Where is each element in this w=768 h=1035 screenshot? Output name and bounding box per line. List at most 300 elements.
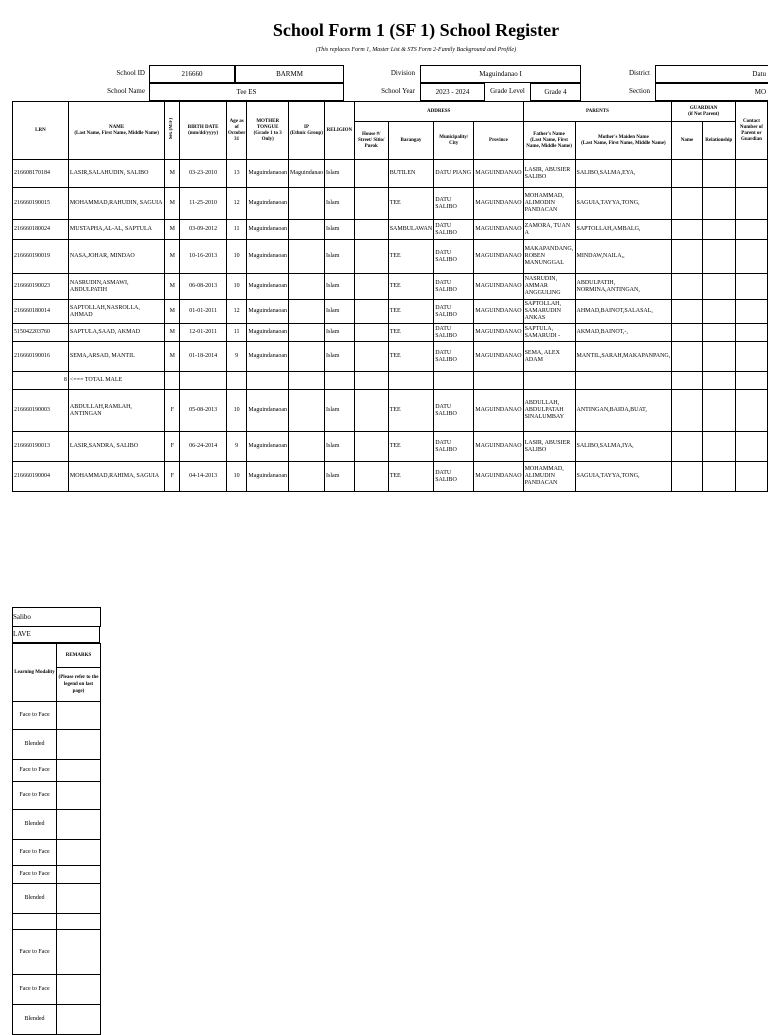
student-row xyxy=(13,220,768,240)
cell-barangay: TEE xyxy=(388,324,434,342)
mother-tongue-sub: (Grade 1 to 3 Only) xyxy=(253,130,282,142)
student-row xyxy=(13,432,768,462)
modality-cell: Face to Face xyxy=(13,760,57,782)
guardian-title: GUARDIAN xyxy=(689,105,718,111)
house-header: House #/ Street/ Sitio/ Purok xyxy=(354,122,388,160)
cell-municipality: DATU SALIBO xyxy=(434,188,474,220)
modality-row xyxy=(13,930,101,975)
cell-house xyxy=(354,342,388,372)
cell-father: MOHAMMAD, ALIMODIN PANDACAN xyxy=(523,188,575,220)
cell-lrn: 216660190016 xyxy=(13,342,69,372)
cell-empty xyxy=(702,160,735,188)
religion-header: RELIGION xyxy=(325,102,355,160)
form-subtitle: (This replaces Form 1, Master List & STS Form 2-Family Background and Profile) xyxy=(315,47,517,53)
cell-barangay: TEE xyxy=(388,462,434,492)
cell-municipality: DATU SALIBO xyxy=(434,220,474,240)
cell-empty xyxy=(672,220,702,240)
division-field[interactable]: Maguindanao I xyxy=(420,65,581,83)
cell-province: MAGUINDANAO xyxy=(474,220,523,240)
student-row xyxy=(13,390,768,432)
cell-sex: M xyxy=(165,240,180,274)
mother-sub: (Last Name, First Name, Middle Name) xyxy=(581,140,666,146)
cell-mother: MANTIL,SARAH,MAKAPANPANG, xyxy=(575,342,672,372)
modality-cell: Face to Face xyxy=(13,975,57,1005)
remarks-cell xyxy=(57,1005,101,1035)
cell-mother: SAGUIA,TAYYA,TONG, xyxy=(575,462,672,492)
modality-rows xyxy=(13,702,101,1035)
cell-sex: F xyxy=(165,432,180,462)
cell-name: LASIR,SALAHUDIN, SALIBO xyxy=(68,160,164,188)
cell-father: ABDULLAH, ABDULPATAH SINALUMBAY xyxy=(523,390,575,432)
cell-house xyxy=(354,160,388,188)
contact-header: Contact Number of Parent or Guardian xyxy=(735,102,767,160)
cell-birth: 01-01-2011 xyxy=(180,300,227,324)
name-header-sub: (Last Name, First Name, Middle Name) xyxy=(74,130,159,136)
mother-title: Mother's Maiden Name xyxy=(597,134,649,140)
female-rows xyxy=(13,390,768,492)
cell-name: SAPTULA,SAAD, AKMAD xyxy=(68,324,164,342)
cell-barangay: TEE xyxy=(388,342,434,372)
cell-house xyxy=(354,300,388,324)
guardian-header xyxy=(672,102,736,122)
remarks-cell xyxy=(57,782,101,810)
cell-birth: 04-14-2013 xyxy=(180,462,227,492)
name-header xyxy=(68,102,164,160)
cell-father: SEMA, ALEX ADAM xyxy=(523,342,575,372)
lrn-header: LRN xyxy=(13,102,69,160)
cell-tongue: Maguindanaoan xyxy=(247,462,289,492)
cell-barangay: TEE xyxy=(388,432,434,462)
cell-empty xyxy=(702,240,735,274)
father-header xyxy=(523,122,575,160)
grade-level-label: Grade Level xyxy=(490,87,525,95)
cell-province: MAGUINDANAO xyxy=(474,324,523,342)
cell-barangay: TEE xyxy=(388,300,434,324)
cell-empty xyxy=(702,300,735,324)
section-label: Section xyxy=(629,87,650,95)
cell-tongue: Maguindanaoan xyxy=(247,390,289,432)
cell-empty xyxy=(672,390,702,432)
remarks-cell xyxy=(57,975,101,1005)
modality-row xyxy=(13,975,101,1005)
cell-tongue: Maguindanaoan xyxy=(247,240,289,274)
cell-house xyxy=(354,274,388,300)
cell-house xyxy=(354,324,388,342)
cell-religion: Islam xyxy=(325,342,355,372)
student-row xyxy=(13,240,768,274)
cell-province: MAGUINDANAO xyxy=(474,462,523,492)
cell-religion: Islam xyxy=(325,432,355,462)
cell-barangay: TEE xyxy=(388,390,434,432)
cell-mother: SAGUIA,TAYYA,TONG, xyxy=(575,188,672,220)
remarks-cell xyxy=(57,866,101,884)
cell-name: NASRUDIN,ASMAWI, ABDULPATIH xyxy=(68,274,164,300)
cell-ip xyxy=(289,274,325,300)
modality-cell: Blended xyxy=(13,810,57,840)
cell-empty xyxy=(672,462,702,492)
cell-birth: 06-08-2013 xyxy=(180,274,227,300)
age-header: Age as of October 31 xyxy=(226,102,246,160)
modality-row xyxy=(13,760,101,782)
cell-name: MUSTAPHA,AL-AL, SAPTULA xyxy=(68,220,164,240)
remarks-cell xyxy=(57,840,101,866)
cell-tongue: Maguindanaoan xyxy=(247,342,289,372)
cell-birth: 03-09-2012 xyxy=(180,220,227,240)
cell-age: 13 xyxy=(226,160,246,188)
cell-empty xyxy=(735,220,767,240)
cell-empty xyxy=(702,188,735,220)
cell-lrn: 216660190023 xyxy=(13,274,69,300)
cell-age: 9 xyxy=(226,342,246,372)
cell-religion: Islam xyxy=(325,462,355,492)
learning-modality-header: Learning Modality xyxy=(13,644,57,702)
province-header: Province xyxy=(474,122,523,160)
cell-religion: Islam xyxy=(325,324,355,342)
mother-header xyxy=(575,122,672,160)
cell-age: 12 xyxy=(226,188,246,220)
cell-name: SEMA,ARSAD, MANTIL xyxy=(68,342,164,372)
cell-municipality: DATU SALIBO xyxy=(434,300,474,324)
guardian-name-header: Name xyxy=(672,122,702,160)
cell-province: MAGUINDANAO xyxy=(474,432,523,462)
cell-empty xyxy=(702,432,735,462)
cell-empty xyxy=(672,188,702,220)
cell-sex: M xyxy=(165,220,180,240)
cell-sex: F xyxy=(165,462,180,492)
relationship-header: Relationship xyxy=(702,122,735,160)
cell-lrn: 216608170184 xyxy=(13,160,69,188)
birth-date-title: BIRTH DATE xyxy=(187,124,219,130)
ip-title: IP xyxy=(304,124,310,130)
total-male-label: <=== TOTAL MALE xyxy=(68,372,164,390)
cell-province: MAGUINDANAO xyxy=(474,240,523,274)
student-row xyxy=(13,160,768,188)
cell-religion: Islam xyxy=(325,390,355,432)
cell-municipality: DATU PIANG xyxy=(434,160,474,188)
cell-empty xyxy=(672,432,702,462)
cell-tongue: Maguindanaoan xyxy=(247,188,289,220)
cell-ip xyxy=(289,300,325,324)
modality-row xyxy=(13,810,101,840)
sex-header-text: Sex (M/F) xyxy=(169,118,175,140)
birth-date-sub: (mm/dd/yyyy) xyxy=(188,130,219,136)
cell-sex: M xyxy=(165,342,180,372)
cell-birth: 05-08-2013 xyxy=(180,390,227,432)
total-male-count: 8 xyxy=(13,372,69,390)
cell-name: MOHAMMAD,RAHUDIN, SAGUIA xyxy=(68,188,164,220)
school-year-field[interactable]: 2023 - 2024 xyxy=(420,83,485,101)
cell-sex: M xyxy=(165,300,180,324)
modality-table xyxy=(12,643,101,1035)
ip-header xyxy=(289,102,325,160)
cell-father: ZAMORA, TUAN A xyxy=(523,220,575,240)
page2-top-cell-1: Salibo xyxy=(12,607,101,627)
modality-row xyxy=(13,702,101,730)
cell-province: MAGUINDANAO xyxy=(474,390,523,432)
cell-mother: ANTINGAN,BAIDA,BUAT, xyxy=(575,390,672,432)
cell-empty xyxy=(735,342,767,372)
cell-mother: AKMAD,BAINOT,-, xyxy=(575,324,672,342)
cell-municipality: DATU SALIBO xyxy=(434,324,474,342)
region-field[interactable]: BARMM xyxy=(235,65,344,83)
cell-empty xyxy=(672,160,702,188)
cell-name: LASIR,SANDRA, SALIBO xyxy=(68,432,164,462)
cell-age: 9 xyxy=(226,432,246,462)
cell-empty xyxy=(702,462,735,492)
cell-municipality: DATU SALIBO xyxy=(434,240,474,274)
remarks-cell xyxy=(57,760,101,782)
cell-tongue: Maguindanaoan xyxy=(247,432,289,462)
school-info-header xyxy=(0,65,768,101)
father-sub: (Last Name, First Name, Middle Name) xyxy=(526,137,572,149)
modality-cell: Blended xyxy=(13,884,57,914)
cell-lrn: 216660190003 xyxy=(13,390,69,432)
cell-municipality: DATU SALIBO xyxy=(434,274,474,300)
student-row xyxy=(13,342,768,372)
cell-empty xyxy=(735,274,767,300)
cell-municipality: DATU SALIBO xyxy=(434,342,474,372)
school-id-label: School ID xyxy=(116,69,145,77)
cell-empty xyxy=(735,188,767,220)
remarks-cell xyxy=(57,914,101,930)
cell-empty xyxy=(672,300,702,324)
cell-sex: F xyxy=(165,390,180,432)
modality-cell: Blended xyxy=(13,1005,57,1035)
cell-mother: SAPTOLLAH,AMBALG, xyxy=(575,220,672,240)
cell-mother: SALIBO,SALMA,EYA, xyxy=(575,160,672,188)
student-row xyxy=(13,300,768,324)
modality-cell: Face to Face xyxy=(13,930,57,975)
remarks-cell xyxy=(57,730,101,760)
remarks-cell xyxy=(57,810,101,840)
cell-father: SAPTOLLAH, SAMARUDIN ANKAS xyxy=(523,300,575,324)
cell-empty xyxy=(735,324,767,342)
cell-province: MAGUINDANAO xyxy=(474,300,523,324)
cell-house xyxy=(354,240,388,274)
page-2-fragment xyxy=(12,607,101,627)
barangay-header: Barangay xyxy=(388,122,434,160)
cell-lrn: 216660180014 xyxy=(13,300,69,324)
cell-name: NASA,JOHAR, MINDAO xyxy=(68,240,164,274)
cell-empty xyxy=(702,390,735,432)
student-row xyxy=(13,188,768,220)
modality-row xyxy=(13,782,101,810)
cell-age: 11 xyxy=(226,324,246,342)
address-header: ADDRESS xyxy=(354,102,523,122)
modality-cell: Face to Face xyxy=(13,866,57,884)
modality-row xyxy=(13,884,101,914)
page2-top-cell-2: LAVE xyxy=(12,626,100,643)
modality-cell: Blended xyxy=(13,730,57,760)
cell-barangay: TEE xyxy=(388,274,434,300)
cell-empty xyxy=(702,274,735,300)
cell-ip: Maguindanao xyxy=(289,160,325,188)
cell-mother: SALIBO,SALMA,IYA, xyxy=(575,432,672,462)
division-label: Division xyxy=(390,69,415,77)
district-label: District xyxy=(629,69,650,77)
mother-tongue-header xyxy=(247,102,289,160)
cell-name: SAPTOLLAH,NASROLLA, AHMAD xyxy=(68,300,164,324)
remarks-sub-header: (Please refer to the legend on last page) xyxy=(57,668,101,702)
cell-father: LASIR, ABUSIER SALIBO xyxy=(523,160,575,188)
cell-lrn: 216660190019 xyxy=(13,240,69,274)
cell-municipality: DATU SALIBO xyxy=(434,432,474,462)
cell-empty xyxy=(735,160,767,188)
cell-religion: Islam xyxy=(325,274,355,300)
total-male-section xyxy=(13,372,768,390)
cell-ip xyxy=(289,432,325,462)
cell-father: SAPTULA, SAMARUDI - xyxy=(523,324,575,342)
cell-sex: M xyxy=(165,188,180,220)
cell-tongue: Maguindanaoan xyxy=(247,274,289,300)
cell-empty xyxy=(702,342,735,372)
school-name-label: School Name xyxy=(107,87,145,95)
cell-barangay: TEE xyxy=(388,188,434,220)
cell-tongue: Maguindanaoan xyxy=(247,160,289,188)
cell-barangay: TEE xyxy=(388,240,434,274)
cell-age: 11 xyxy=(226,220,246,240)
father-title: Father's Name xyxy=(533,131,565,137)
grade-level-field[interactable]: Grade 4 xyxy=(530,83,581,101)
cell-father: MOHAMMAD, ALIMUDIN PANDACAN xyxy=(523,462,575,492)
cell-name: MOHAMMAD,RAHIMA, SAGUIA xyxy=(68,462,164,492)
cell-age: 10 xyxy=(226,240,246,274)
cell-father: NASRUDIN, AMMAR ANGGULING xyxy=(523,274,575,300)
school-register-table xyxy=(12,101,768,492)
cell-sex: M xyxy=(165,160,180,188)
cell-age: 10 xyxy=(226,274,246,300)
cell-name: ABDULLAH,RAMLAH, ANTINGAN xyxy=(68,390,164,432)
cell-mother: MINDAW,NAILA,, xyxy=(575,240,672,274)
cell-province: MAGUINDANAO xyxy=(474,188,523,220)
modality-cell xyxy=(13,914,57,930)
remarks-header: REMARKS xyxy=(57,644,101,668)
school-name-field[interactable]: Tee ES xyxy=(149,83,344,101)
municipality-header: Municipality/ City xyxy=(434,122,474,160)
cell-ip xyxy=(289,342,325,372)
male-rows xyxy=(13,160,768,372)
cell-house xyxy=(354,390,388,432)
modality-row xyxy=(13,1005,101,1035)
cell-ip xyxy=(289,390,325,432)
cell-birth: 10-16-2013 xyxy=(180,240,227,274)
mother-tongue-title: MOTHER TONGUE xyxy=(256,118,280,130)
guardian-sub: (if Not Parent) xyxy=(688,111,720,117)
cell-municipality: DATU SALIBO xyxy=(434,462,474,492)
sex-header xyxy=(165,102,180,160)
cell-municipality: DATU SALIBO xyxy=(434,390,474,432)
remarks-cell xyxy=(57,884,101,914)
student-row xyxy=(13,462,768,492)
cell-house xyxy=(354,462,388,492)
cell-tongue: Maguindanaoan xyxy=(247,324,289,342)
form-title: School Form 1 (SF 1) School Register xyxy=(272,20,560,40)
cell-religion: Islam xyxy=(325,240,355,274)
cell-ip xyxy=(289,188,325,220)
cell-religion: Islam xyxy=(325,300,355,324)
school-id-field[interactable]: 216660 xyxy=(149,65,235,83)
cell-lrn: 515042203760 xyxy=(13,324,69,342)
cell-empty xyxy=(735,240,767,274)
cell-empty xyxy=(672,324,702,342)
cell-sex: M xyxy=(165,274,180,300)
modality-row xyxy=(13,840,101,866)
remarks-cell xyxy=(57,702,101,730)
cell-empty xyxy=(735,432,767,462)
birth-date-header xyxy=(180,102,227,160)
remarks-cell xyxy=(57,930,101,975)
cell-empty xyxy=(672,274,702,300)
cell-house xyxy=(354,220,388,240)
cell-ip xyxy=(289,462,325,492)
name-header-title: NAME xyxy=(108,124,125,130)
cell-age: 12 xyxy=(226,300,246,324)
cell-mother: ABDULPATIH, NORMINA,ANTINGAN, xyxy=(575,274,672,300)
cell-barangay: BUTILEN xyxy=(388,160,434,188)
cell-empty xyxy=(672,342,702,372)
modality-cell: Face to Face xyxy=(13,782,57,810)
school-year-label: School Year xyxy=(381,87,415,95)
total-male-row xyxy=(13,372,768,390)
cell-tongue: Maguindanaoan xyxy=(247,220,289,240)
cell-birth: 03-23-2010 xyxy=(180,160,227,188)
cell-birth: 11-25-2010 xyxy=(180,188,227,220)
cell-barangay: SAMBULAWAN xyxy=(388,220,434,240)
cell-sex: M xyxy=(165,324,180,342)
cell-ip xyxy=(289,220,325,240)
section-field[interactable]: MO xyxy=(655,83,768,101)
student-row xyxy=(13,324,768,342)
cell-father: LASIR, ABUSIER SALIBO xyxy=(523,432,575,462)
cell-religion: Islam xyxy=(325,220,355,240)
cell-birth: 01-18-2014 xyxy=(180,342,227,372)
student-row xyxy=(13,274,768,300)
cell-province: MAGUINDANAO xyxy=(474,342,523,372)
cell-province: MAGUINDANAO xyxy=(474,160,523,188)
cell-lrn: 216660180024 xyxy=(13,220,69,240)
cell-lrn: 216660190013 xyxy=(13,432,69,462)
modality-cell: Face to Face xyxy=(13,702,57,730)
cell-religion: Islam xyxy=(325,160,355,188)
cell-age: 10 xyxy=(226,462,246,492)
cell-father: MAKAPANDANG, ROBEN MANUNGGAL xyxy=(523,240,575,274)
cell-birth: 06-24-2014 xyxy=(180,432,227,462)
cell-empty xyxy=(672,240,702,274)
cell-house xyxy=(354,432,388,462)
modality-cell: Face to Face xyxy=(13,840,57,866)
parents-header: PARENTS xyxy=(523,102,672,122)
modality-row xyxy=(13,914,101,930)
cell-tongue: Maguindanaoan xyxy=(247,300,289,324)
cell-empty xyxy=(702,220,735,240)
ip-sub: (Ethnic Group) xyxy=(290,130,323,136)
district-field[interactable]: Datu xyxy=(655,65,768,83)
cell-empty xyxy=(702,324,735,342)
cell-empty xyxy=(735,300,767,324)
cell-empty xyxy=(735,462,767,492)
cell-empty xyxy=(735,390,767,432)
cell-lrn: 216660190015 xyxy=(13,188,69,220)
cell-ip xyxy=(289,324,325,342)
cell-province: MAGUINDANAO xyxy=(474,274,523,300)
modality-row xyxy=(13,866,101,884)
modality-row xyxy=(13,730,101,760)
cell-mother: AHMAD,BAINOT,SALASAL, xyxy=(575,300,672,324)
cell-ip xyxy=(289,240,325,274)
cell-birth: 12-01-2011 xyxy=(180,324,227,342)
cell-lrn: 216660190004 xyxy=(13,462,69,492)
cell-age: 10 xyxy=(226,390,246,432)
